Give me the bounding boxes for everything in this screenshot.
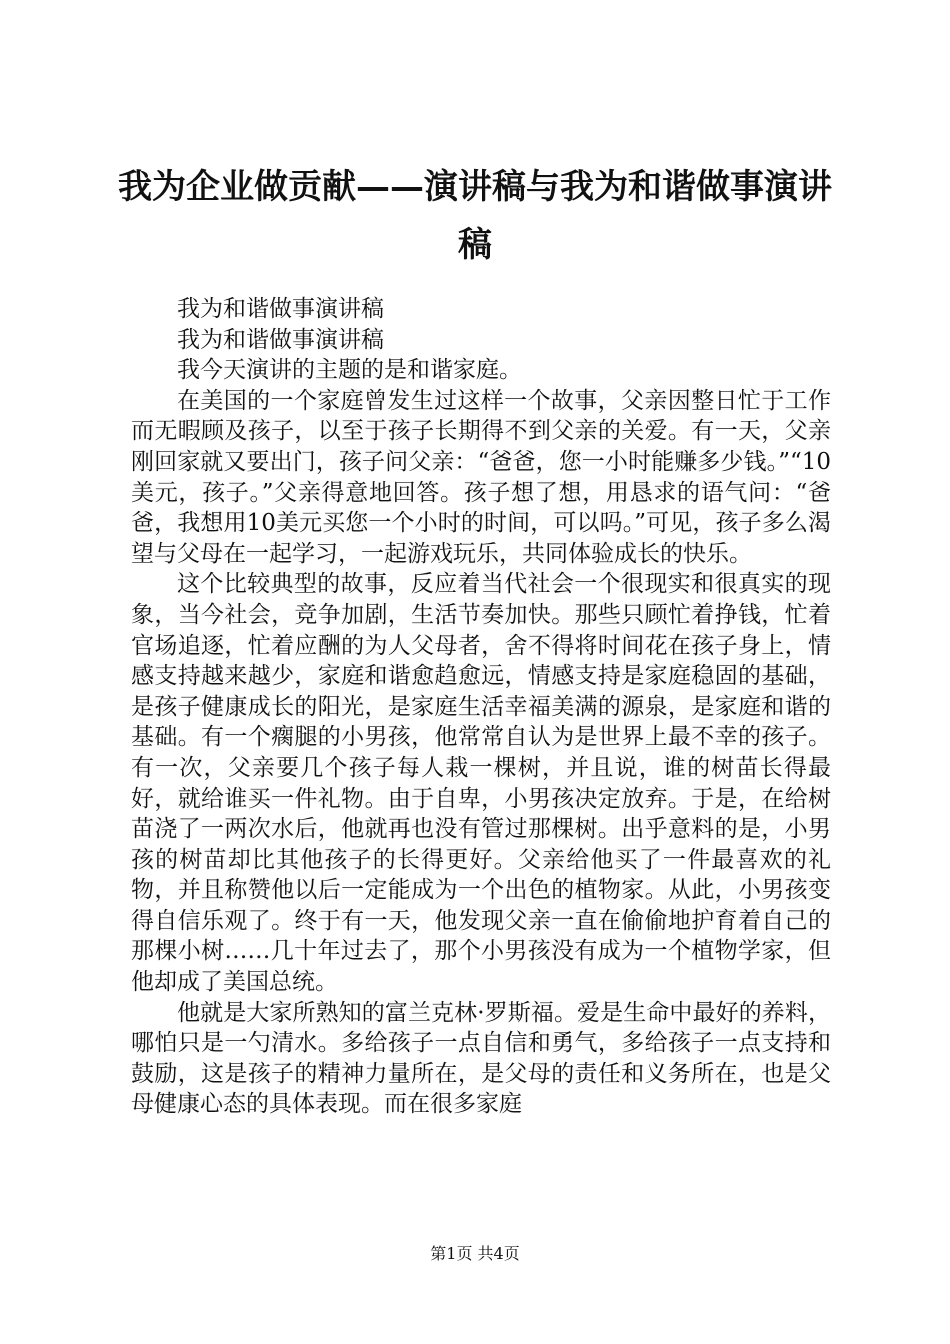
paragraph-heading-1: 我为和谐做事演讲稿 [177,296,384,322]
page-number-footer: 第1页 共4页 [430,1244,520,1263]
paragraph-story-1: 在美国的一个家庭曾发生过这样一个故事，父亲因整日忙于工作而无暇顾及孩子，以至于孩子长期得不到父亲的关爱。有一天，父亲刚回家就又要出门，孩子问父亲：“爸爸，您一小时能赚多少钱。”“10美元，孩子。”父亲得意地回答。孩子想了想，用恳求的语气问：“爸爸，我想用10美元买您一个小时的时间，可以吗。”可见，孩子多么渴望与父母在一起学习，一起游戏玩乐，共同体验成长的快乐。 [131,387,831,567]
paragraph-roosevelt: 他就是大家所熟知的富兰克林·罗斯福。爱是生命中最好的养料，哪怕只是一勺清水。多给孩子一点自信和勇气，多给孩子一点支持和鼓励，这是孩子的精神力量所在，是父母的责任和义务所在，也是父母健康心态的具体表现。而在很多家庭 [131,999,831,1118]
paragraph-story-2: 这个比较典型的故事，反应着当代社会一个很现实和很真实的现象，当今社会，竞争加剧，生活节奏加快。那些只顾忙着挣钱，忙着官场追逐，忙着应酬的为人父母者，舍不得将时间花在孩子身上，情感支持越来越少，家庭和谐愈趋愈远，情感支持是家庭稳固的基础，是孩子健康成长的阳光，是家庭生活幸福美满的源泉，是家庭和谐的基础。有一个瘸腿的小男孩，他常常自认为是世界上最不幸的孩子。有一次，父亲要几个孩子每人栽一棵树，并且说，谁的树苗长得最好，就给谁买一件礼物。由于自卑，小男孩决定放弃。于是，在给树苗浇了一两次水后，他就再也没有管过那棵树。出乎意料的是，小男孩的树苗却比其他孩子的长得更好。父亲给他买了一件最喜欢的礼物，并且称赞他以后一定能成为一个出色的植物家。从此，小男孩变得自信乐观了。终于有一天，他发现父亲一直在偷偷地护育着自己的那棵小树……几十年过去了，那个小男孩没有成为一个植物学家，但他却成了美国总统。 [131,571,831,996]
document-body [131,294,831,1120]
document-title: 我为企业做贡献——演讲稿与我为和谐做事演讲稿 [118,167,832,265]
paragraph-heading-2: 我为和谐做事演讲稿 [177,326,384,353]
paragraph-topic: 我今天演讲的主题的是和谐家庭。 [177,357,522,384]
